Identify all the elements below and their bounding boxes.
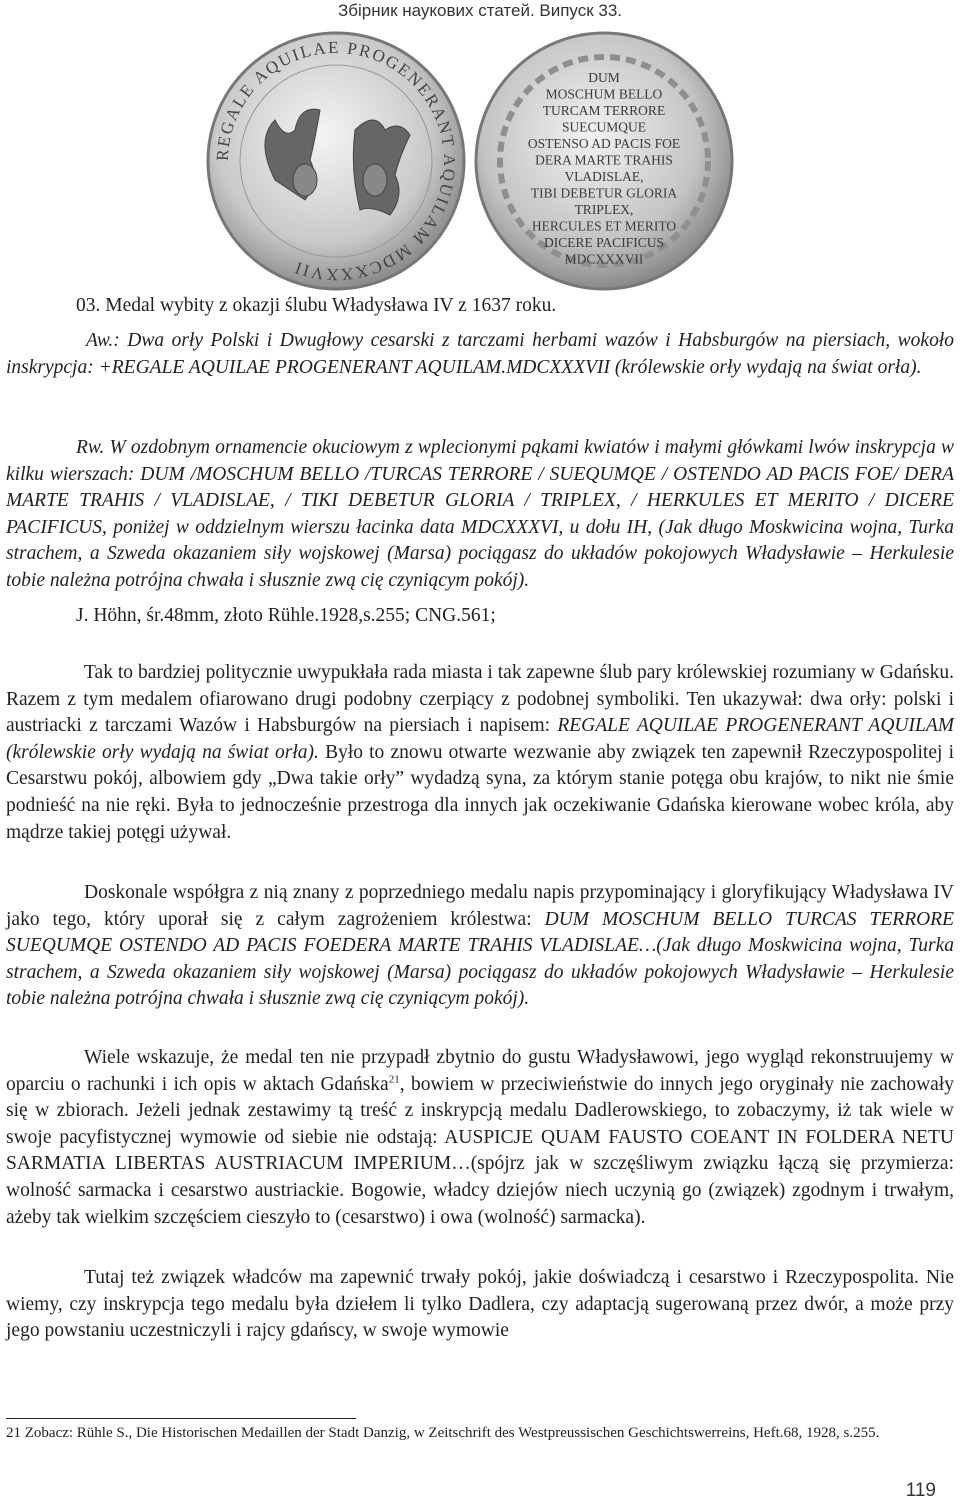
reverse-inscription-line: TRIPLEX, [574, 202, 634, 217]
paragraph-1-text-a: Tak to bardziej politycznie uwypukłała rada miasta i tak zapewne ślub pary królewskiej rozumiany w Gdańsku. Razem z tym medalem ofiarowano drugi podobny czerpiący z podobnej symboliki. Ten ukazywał: dwa orły: polski i austriacki z tarczami Wazów i Habsburgów na piersiach i napisem: [6, 662, 954, 737]
running-header: Збірник наукових статей. Випуск 33. [337, 1, 623, 20]
paragraph-3 [6, 1045, 954, 1231]
reverse-inscription-line: DUM [588, 70, 620, 85]
reverse-inscription-line: TIBI DEBETUR GLORIA [530, 185, 678, 201]
reverse-inscription-line: VLADISLAE, [564, 169, 644, 184]
reverse-inscription-line: OSTENSO AD PACIS FOE [527, 136, 681, 151]
paragraph-2-quote: DUM MOSCHUM BELLO TURCAS TERRORE SUEQUMQE OSTENDO AD PACIS FOEDERA MARTE TRAHIS VLADISLAE…(Jak długo Moskwicina wojna, Turka strachem, a Szweda okazaniem siły wojskowej (Marsa) pociągasz do układów pokojowych Władysławie – Herkulesie tobie należna potrójna chwała i słusznie zwą cię czyniącym pokój). [6, 908, 955, 1010]
medal-images [205, 30, 735, 302]
paragraph-1-quote: REGALE AQUILAE PROGENERANT AQUILAM (królewskie orły wydają na świat orła). [6, 715, 954, 763]
paragraph-2 [6, 880, 954, 1013]
reverse-inscription-line: SUECUMQUE [561, 119, 647, 135]
footnote-21: 21 Zobacz: Rühle S., Die Historischen Medaillen der Stadt Danzig, w Zeitschrift des Westpreussischen Geschichtswerreins, Heft.68, 1928, s.255. [6, 1425, 880, 1441]
caption-title: 03. Medal wybity z okazji ślubu Władysława IV z 1637 roku. [76, 295, 557, 316]
paragraph-1 [6, 660, 954, 846]
paragraph-4: Tutaj też związek władców ma zapewnić trwały pokój, jakie doświadczą i cesarstwo i Rzeczypospolita. Nie wiemy, czy inskrypcja tego medalu była dziełem li tylko Dadlera, czy adaptacją sugerowaną przez dwór, a może przy jego powstaniu uczestniczyli i rajcy gdańscy, w swoje wymowie [6, 1267, 954, 1342]
caption-reverse-description: Rw. W ozdobnym ornamencie okuciowym z wplecionymi pąkami kwiatów i małymi główkami lwów inskrypcja w kilku wierszach: DUM /MOSCHUM BELLO /TURCAS TERRORE / SUEQUMQE / OSTENDO AD PACIS FOE/ DERA MARTE TRAHIS / VLADISLAE, / TIKI DEBETUR GLORIA / TRIPLEX, / HERKULES ET MERITO / DICERE PACIFICUS, poniżej w oddzielnym wierszu łacinka data MDCXXXVI, u dołu IH, (Jak długo Moskwicina wojna, Turka strachem, a Szweda okazaniem siły wojskowej (Marsa) pociągasz do układów pokojowych Władysławie – Herkulesie tobie należna potrójna chwała i słusznie zwą cię czyniącym pokój). [6, 437, 954, 591]
medal-obverse-image [205, 30, 467, 292]
caption-reference: J. Höhn, śr.48mm, złoto Rühle.1928,s.255; CNG.561; [76, 605, 496, 626]
medal-reverse-image [473, 30, 735, 292]
reverse-inscription-line: TURCAM TERRORE [542, 103, 666, 118]
reverse-inscription-line: HERCULES ET MERITO [531, 218, 677, 234]
paragraph-3-text-b: , bowiem w przeciwieństwie do innych jego oryginały nie zachowały się w zbiorach. Jeżeli jednak zestawimy tą treść z inskrypcją medalu Dadlerowskiego, to zobaczymy, iż tak wiele w swoje pacyfistycznej wymowie od siebie nie odstają: AUSPICJE QUAM FAUSTO COEANT IN FOLDERA NETU SARMATIA LIBERTAS AUSTRIACUM IMPERIUM…(spójrz jak w szczęśliwym związku łączą się przymierza: wolność sarmacka i cesarstwo austriackie. Bogowie, władcy dziejów niech uczynią go (związek) zgodnym i trwałym, ażeby tak wielkim szczęściem cieszyło to (cesarstwo) i owa (wolność) sarmacka). [6, 1073, 955, 1228]
caption-obverse-description: Aw.: Dwa orły Polski i Dwugłowy cesarski z tarczami herbami wazów i Habsburgów na piersiach, wokoło inskrypcja: +REGALE AQUILAE PROGENERANT AQUILAM.MDCXXXVII (królewskie orły wydają na świat orła). [6, 330, 954, 378]
paragraph-3-text-a: Wiele wskazuje, że medal ten nie przypadł zbytnio do gustu Władysławowi, jego wygląd rekonstruujemy w oparciu o rachunki i ich opis w aktach Gdańska [6, 1047, 954, 1095]
page-number: 119 [905, 1480, 936, 1501]
reverse-inscription-line: DICERE PACIFICUS [544, 235, 664, 250]
paragraph-1-text-b: Było to znowu otwarte wezwanie aby związek ten zapewnił Rzeczypospolitej i Cesarstwu pokój, albowiem gdy „Dwa takie orły” wydadzą syna, za którym stanie potęga obu krajów, to nikt nie śmie podnieść na nie ręki. Była to jednocześnie przestroga dla innych jak oczekiwanie Gdańska kierowane wobec króla, aby mądrze takiej potęgi używał. [6, 741, 954, 843]
reverse-inscription-line: DERA MARTE TRAHIS [535, 152, 673, 168]
paragraph-2-text: Doskonale współgra z nią znany z poprzedniego medalu napis przypominający i gloryfikujący Władysława IV jako tego, który uporał się z całym zagrożeniem królestwa: [6, 882, 954, 930]
footnote-ref[interactable]: 21 [388, 1073, 400, 1086]
obverse-legend: REGALE AQUILAE PROGENERANT AQUILAM MDCXXXVII [212, 37, 460, 285]
reverse-inscription-line: MDCXXXVII [564, 251, 644, 267]
footnote-divider [6, 1418, 356, 1419]
reverse-inscription-line: MOSCHUM BELLO [545, 86, 663, 102]
